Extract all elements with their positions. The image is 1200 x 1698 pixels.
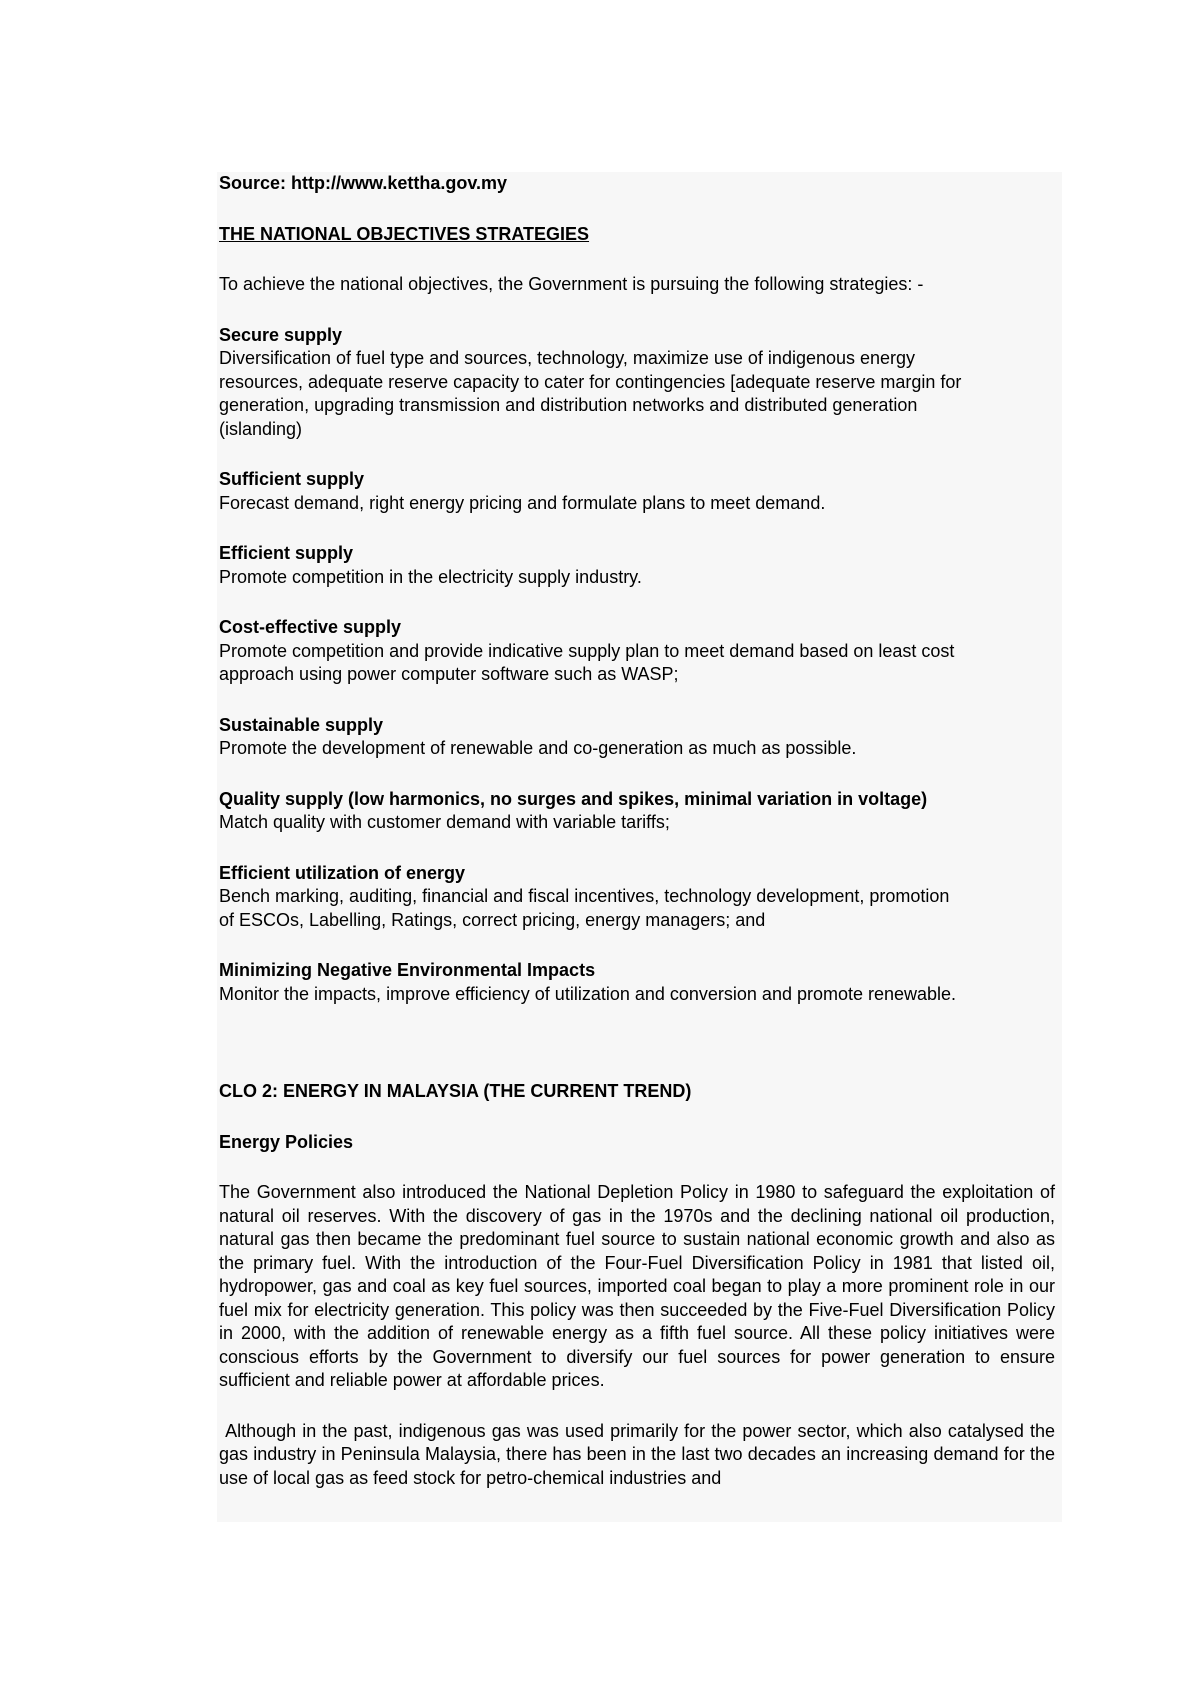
strategy-title: Efficient supply bbox=[219, 543, 354, 563]
strategy-text: Diversification of fuel type and sources, technology, maximize use of indigenous energy bbox=[219, 348, 916, 368]
section-heading: THE NATIONAL OBJECTIVES STRATEGIES bbox=[219, 223, 590, 244]
document-page bbox=[219, 172, 1059, 1490]
strategy-title: Secure supply bbox=[219, 324, 343, 345]
strategy-text: resources, adequate reserve capacity to cater for contingencies [adequate reserve margin for bbox=[219, 371, 962, 392]
strategy-text: Promote competition and provide indicative supply plan to meet demand based on least cost bbox=[219, 640, 955, 661]
strategy-text: Monitor the impacts, improve efficiency of utilization and conversion and promote renewable. bbox=[219, 983, 957, 1004]
strategy-text: Promote competition in the electricity supply industry. bbox=[219, 566, 642, 587]
strategy-text: Forecast demand, right energy pricing and formulate plans to meet demand. bbox=[219, 492, 826, 513]
strategy-title: Minimizing Negative Environmental Impacts bbox=[219, 960, 596, 980]
intro-text: To achieve the national objectives, the Government is pursuing the following strategies: - bbox=[219, 274, 924, 294]
paragraph: Although in the past, indigenous gas was used primarily for the power sector, which also catalysed the gas industry in Peninsula Malaysia, there has been in the last two decades an increasing demand for the use of local gas as feed stock for petro-chemical industries and bbox=[219, 1420, 1061, 1488]
paragraph: The Government also introduced the National Depletion Policy in 1980 to safeguard the exploitation of natural oil reserves. With the discovery of gas in the 1970s and the declining national oil production, natural gas then became the predominant fuel source to sustain national economic growth and also as the primary fuel. With the introduction of the Four-Fuel Diversification Policy in 1981 that listed oil, hydropower, gas and coal as key fuel sources, imported coal began to play a more prominent role in our fuel mix for electricity generation. This policy was then succeeded by the Five-Fuel Diversification Policy in 2000, with the addition of renewable energy as a fifth fuel source. All these policy initiatives were conscious efforts by the Government to diversify our fuel sources for power generation to ensure sufficient and reliable power at affordable prices. bbox=[219, 1182, 1055, 1390]
strategy-text: approach using power computer software such as WASP; bbox=[219, 664, 679, 684]
strategy-title: Sufficient supply bbox=[219, 469, 365, 489]
strategy-text: Bench marking, auditing, financial and fiscal incentives, technology development, promotion bbox=[219, 886, 950, 906]
clo-heading: CLO 2: ENERGY IN MALAYSIA (THE CURRENT TREND) bbox=[219, 1081, 692, 1101]
strategy-title: Quality supply (low harmonics, no surges and spikes, minimal variation in voltage) bbox=[219, 788, 928, 809]
strategy-title: Cost-effective supply bbox=[219, 617, 402, 637]
policies-heading: Energy Policies bbox=[219, 1131, 354, 1152]
strategy-text: of ESCOs, Labelling, Ratings, correct pricing, energy managers; and bbox=[219, 909, 766, 930]
strategy-title: Efficient utilization of energy bbox=[219, 862, 466, 883]
strategy-text: Match quality with customer demand with variable tariffs; bbox=[219, 812, 670, 832]
source-line: Source: http://www.kettha.gov.my bbox=[219, 173, 508, 193]
strategy-title: Sustainable supply bbox=[219, 714, 384, 735]
strategy-text: generation, upgrading transmission and distribution networks and distributed generation bbox=[219, 395, 918, 415]
strategy-text: Promote the development of renewable and co-generation as much as possible. bbox=[219, 738, 857, 758]
strategy-text: (islanding) bbox=[219, 418, 303, 439]
